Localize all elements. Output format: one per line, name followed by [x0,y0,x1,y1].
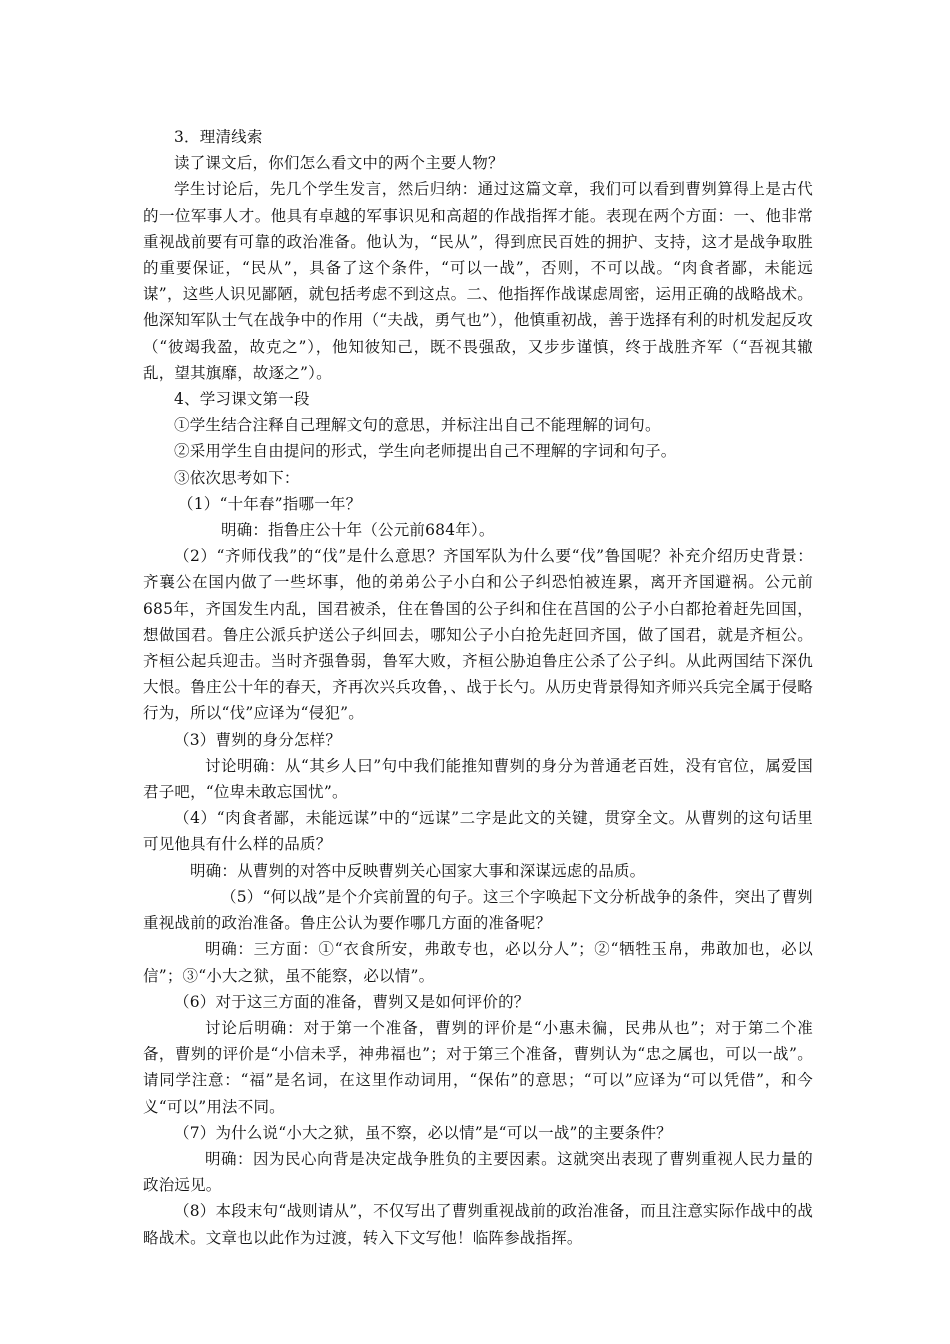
question-1: （1）“十年春”指哪一年？ [178,494,362,513]
answer-3: 讨论明确：从“其乡人曰”句中我们能推知曹刿的身分为普通老百姓，没有官位，属爱国君子吧，“位卑未敢忘国忧”。 [143,756,813,802]
heading-clarify-clues: 3．理清线索 [174,128,263,146]
answer-7: 明确：因为民心向背是决定战争胜负的主要因素。这就突出表现了曹刿重视人民力量的政治远见。 [143,1149,813,1195]
step-two: ②采用学生自由提问的形式，学生向老师提出自己不理解的字词和句子。 [174,442,677,461]
question-3: （3）曹刿的身分怎样？ [174,730,342,749]
document-body [143,124,813,1251]
answer-6: 讨论后明确：对于第一个准备，曹刿的评价是“小惠未徧，民弗从也”；对于第二个准备，曹刿的评价是“小信未孚，神弗福也”；对于第三个准备，曹刿认为“忠之属也，可以一战”。请同学注意：“福”是名词，在这里作动词用，“保佑”的意思；“可以”应译为“可以凭借”，和今义“可以”用法不同。 [143,1018,813,1116]
question-2-background: （2）“齐师伐我”的“伐”是什么意思？齐国军队为什么要“伐”鲁国呢？补充介绍历史背景：齐襄公在国内做了一些坏事，他的弟弟公子小白和公子纠恐怕被连累，离开齐国避祸。公元前685年，齐国发生内乱，国君被杀，住在鲁国的公子纠和住在莒国的公子小白都抢着赶先回国，想做国君。鲁庄公派兵护送公子纠回去，哪知公子小白抢先赶回齐国，做了国君，就是齐桓公。齐桓公起兵迎击。当时齐强鲁弱，鲁军大败，齐桓公胁迫鲁庄公杀了公子纠。从此两国结下深仇大恨。鲁庄公十年的春天，齐再次兴兵攻鲁，、战于长勺。从历史背景得知齐师兴兵完全属于侵略行为，所以“伐”应译为“侵犯”。 [143,547,813,723]
question-8: （8）本段末句“战则请从”，不仅写出了曹刿重视战前的政治准备，而且注意实际作战中的战略战术。文章也以此作为过渡，转入下文写他！临阵参战指挥。 [143,1202,813,1247]
question-two-characters: 读了课文后，你们怎么看文中的两个主要人物？ [174,154,504,173]
answer-1: 明确：指鲁庄公十年（公元前684年）。 [221,521,495,540]
step-three: ③依次思考如下： [174,468,300,487]
paragraph-discussion-summary: 学生讨论后，先几个学生发言，然后归纳：通过这篇文章，我们可以看到曹刿算得上是古代的一位军事人才。他具有卓越的军事识见和高超的作战指挥才能。表现在两个方面：一、他非常重视战前要有可靠的政治准备。他认为，“民从”，得到庶民百姓的拥护、支持，这才是战争取胜的重要保证，“民从”，具备了这个条件，“可以一战”，否则，不可以战。“肉食者鄙，未能远谋”，这些人识见鄙陋，就包括考虑不到这点。二、他指挥作战谋虑周密，运用正确的战略战术。他深知军队士气在战争中的作用（“夫战，勇气也”），他慎重初战，善于选择有利的时机发起反攻（“彼竭我盈，故克之”），他知彼知己，既不畏强敌，又步步谨慎，终于战胜齐军（“吾视其辙乱，望其旗靡，故逐之”）。 [143,180,813,382]
question-7: （7）为什么说“小大之狱，虽不察，必以情”是“可以一战”的主要条件？ [174,1123,672,1142]
answer-5: 明确：三方面：①“衣食所安，弗敢专也，必以分人”；②“牺牲玉帛，弗敢加也，必以信”；③“小大之狱，虽不能察，必以情”。 [143,940,813,985]
question-6: （6）对于这三方面的准备，曹刿又是如何评价的？ [174,992,530,1011]
question-5: （5）“何以战”是个介宾前置的句子。这三个字唤起下文分析战争的条件，突出了曹刿重视战前的政治准备。鲁庄公认为要作哪几方面的准备呢？ [143,887,813,933]
step-one: ①学生结合注释自己理解文句的意思，并标注出自己不能理解的词句。 [174,416,661,435]
heading-study-first-section: 4、学习课文第一段 [174,390,310,409]
answer-4: 明确：从曹刿的对答中反映曹刿关心国家大事和深谋远虑的品质。 [190,861,646,880]
question-4: （4）“肉食者鄙，未能远谋”中的“远谋”二字是此文的关键，贯穿全文。从曹刿的这句话里可见他具有什么样的品质？ [143,809,813,854]
